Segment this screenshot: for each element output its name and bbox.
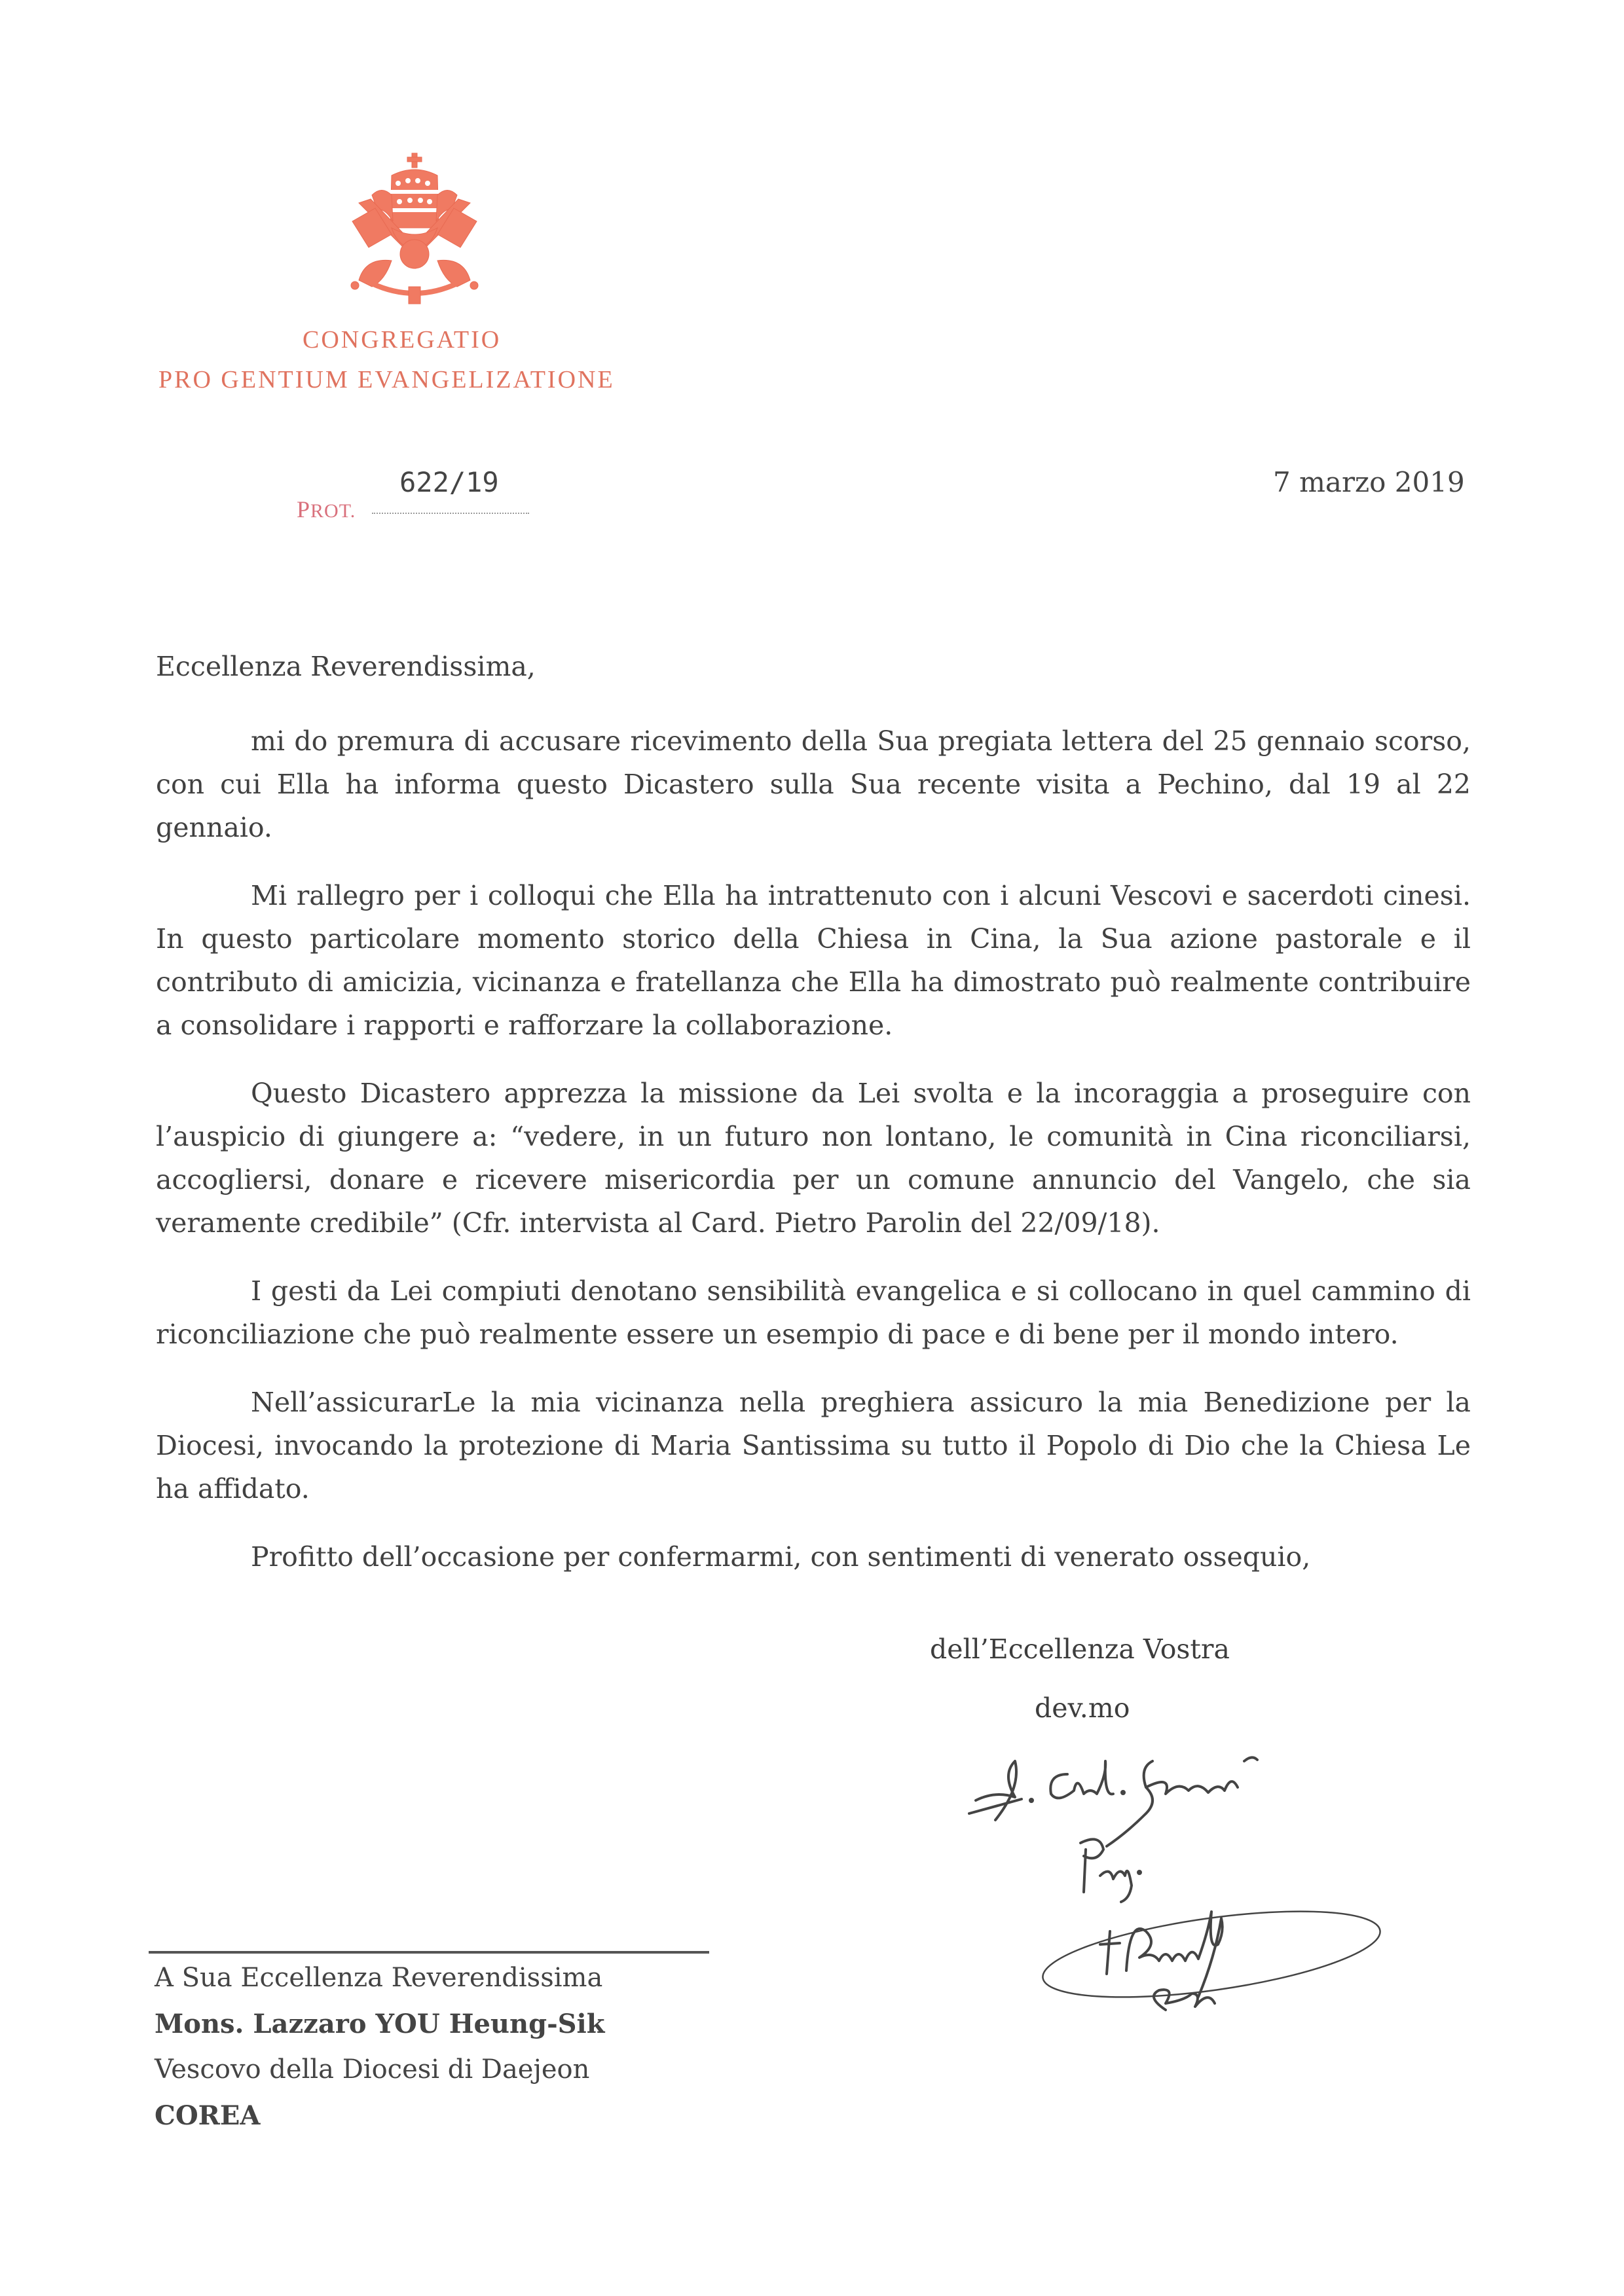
protocol-number: 622/19	[399, 466, 499, 498]
paragraph-5: Nell’assicurarLe la mia vicinanza nella preghiera assicuro la mia Benedizione per la Diocesi, invocando la protezione di Maria Santissima su tutto il Popolo di Dio che la Chiesa Le ha affidato.	[156, 1387, 1471, 1504]
protocol-label-initial: P	[297, 496, 311, 522]
addressee-name: Mons. Lazzaro YOU Heung-Sik	[155, 2009, 605, 2039]
paragraph-4: I gesti da Lei compiuti denotano sensibilità evangelica e si collocano in quel cammino di riconciliazione che può realmente essere un esempio di pace e di bene per il mondo intero.	[156, 1275, 1471, 1350]
handwritten-signatures-icon	[950, 1735, 1408, 2036]
papal-coat-of-arms-icon	[346, 149, 483, 306]
salutation: Eccellenza Reverendissima,	[156, 651, 536, 682]
letterhead-line-2: PRO GENTIUM EVANGELIZATIONE	[158, 366, 615, 393]
addressee-separator-rule	[149, 1951, 709, 1954]
addressee-country: COREA	[155, 2100, 261, 2131]
addressee-title: Vescovo della Diocesi di Daejeon	[155, 2054, 590, 2085]
letter-date: 7 marzo 2019	[1273, 466, 1465, 498]
paragraph-1: mi do premura di accusare ricevimento della Sua pregiata lettera del 25 gennaio scorso, con cui Ella ha informa questo Dicastero sulla Sua recente visita a Pechino, dal 19 al 22 gennaio.	[156, 725, 1471, 843]
paragraph-3: Questo Dicastero apprezza la missione da Lei svolta e la incoraggia a proseguire con l’auspicio di giungere a: “vedere, in un futuro non lontano, le comunità in Cina riconciliarsi, accogliersi, donare e ricevere misericordia per un comune annuncio del Vangelo, che sia veramente credibile” (Cfr. intervista al Card. Pietro Parolin del 22/09/18).	[156, 1078, 1471, 1239]
paragraph-6: Profitto dell’occasione per confermarmi, con sentimenti di venerato ossequio,	[251, 1541, 1311, 1573]
letter-body	[156, 645, 1471, 1578]
protocol-dotted-line	[372, 513, 529, 514]
closing-line-1: dell’Eccellenza Vostra	[930, 1633, 1230, 1665]
addressee-line-1: A Sua Eccellenza Reverendissima	[155, 1963, 603, 1993]
closing-line-2: dev.mo	[1035, 1692, 1130, 1724]
paragraph-2: Mi rallegro per i colloqui che Ella ha intrattenuto con i alcuni Vescovi e sacerdoti cinesi. In questo particolare momento storico della Chiesa in Cina, la Sua azione pastorale e il contributo di amicizia, vicinanza e fratellanza che Ella ha dimostrato può realmente contribuire a consolidare i rapporti e rafforzare la collaborazione.	[156, 880, 1471, 1041]
protocol-label	[297, 496, 356, 523]
protocol-label-rest: ROT.	[310, 500, 356, 522]
letterhead-line-1: CONGREGATIO	[303, 326, 502, 354]
